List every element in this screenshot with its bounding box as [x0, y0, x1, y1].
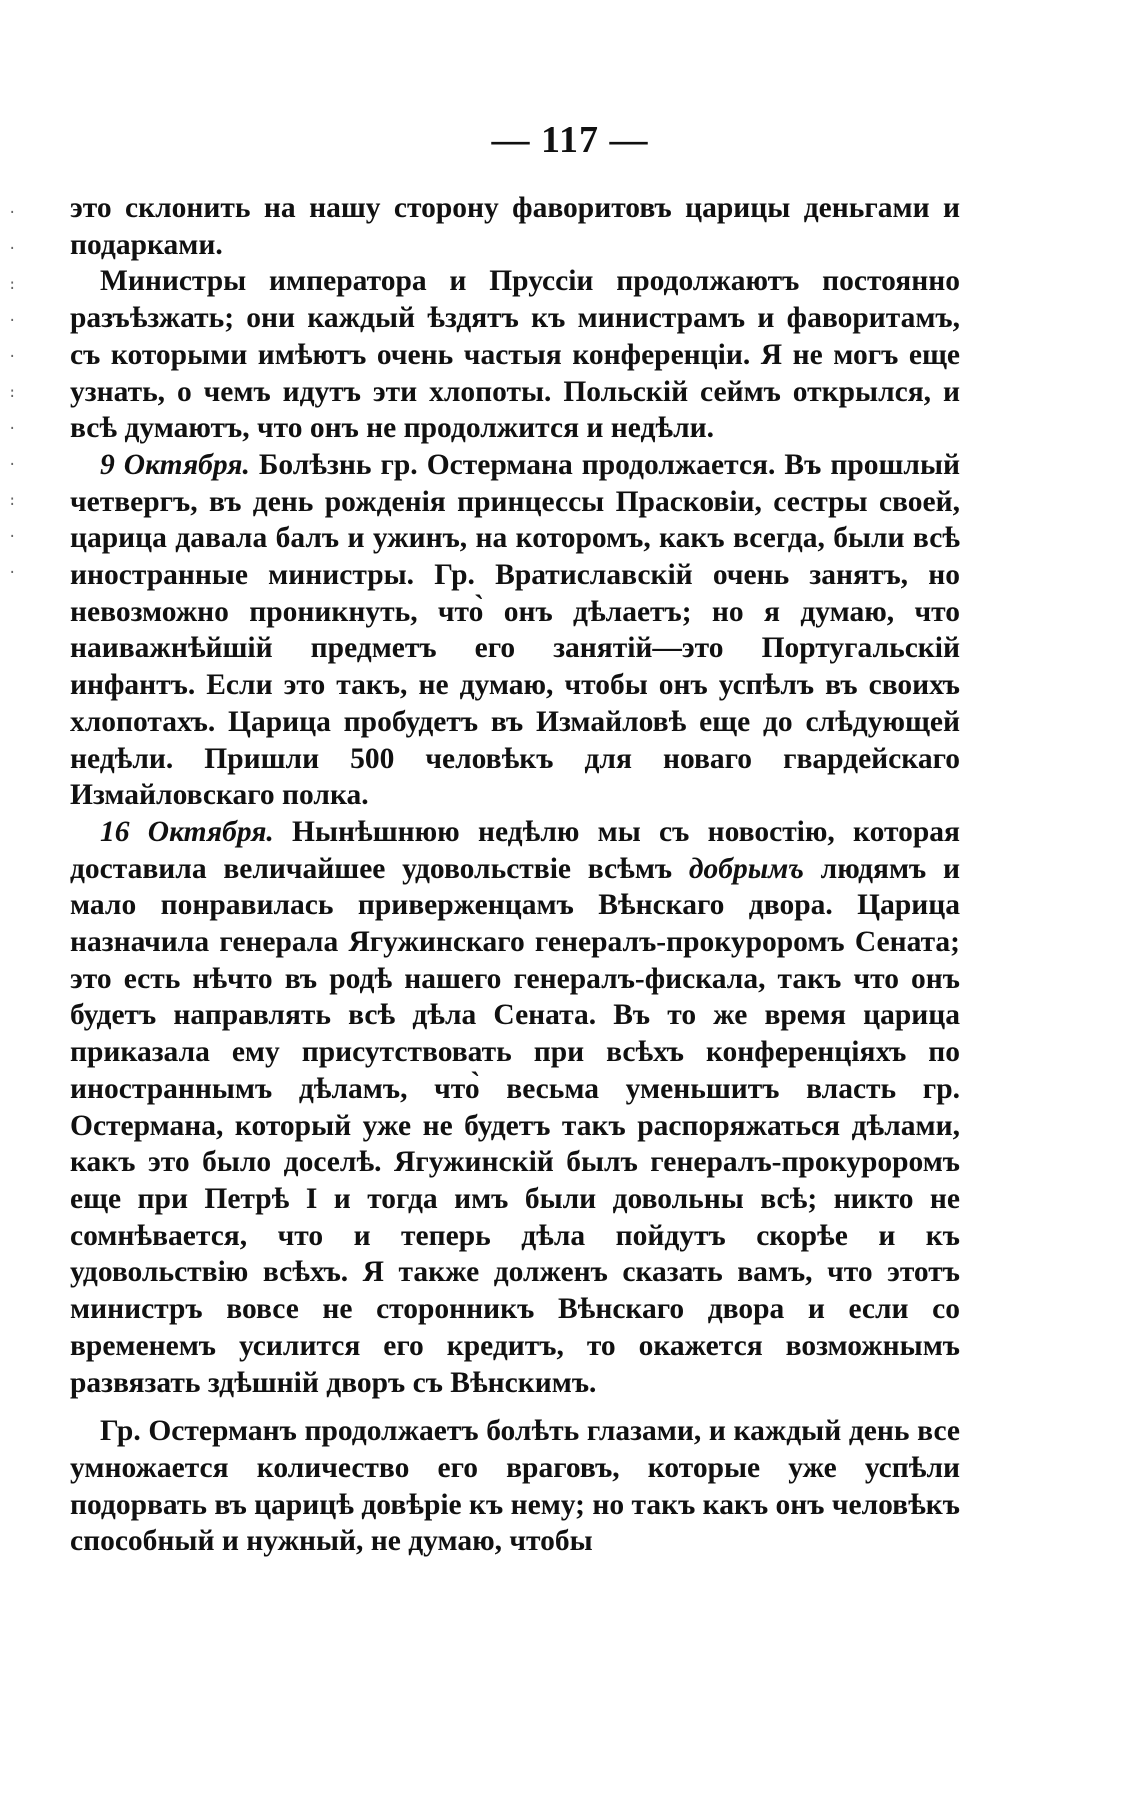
- paragraph-october-9: [70, 447, 960, 814]
- paragraph-osterman: [70, 1413, 960, 1560]
- text-run: людямъ и мало понравилась приверженцамъ Вѣнскаго двора. Царица назначила генерала Ягужинскаго генералъ-прокуроромъ Сената; это есть нѣчто въ родѣ нашего генералъ-фискала, такъ что онъ будетъ направлять всѣ дѣла Сената. Въ то же время царица приказала ему присутствовать при всѣхъ конференціяхъ по иностраннымъ дѣламъ, что̀ весьма уменьшитъ власть гр. Остермана, который уже не будетъ такъ распоряжаться дѣлами, какъ это было доселѣ. Ягужинскій былъ генералъ-прокуроромъ еще при Петрѣ I и тогда имъ были довольны всѣ; никто не сомнѣвается, что и теперь дѣла пойдутъ скорѣе и къ удовольствію всѣхъ. Я также долженъ сказать вамъ, что этотъ министръ вовсе не сторонникъ Вѣнскаго двора и если со временемъ усилится его кредитъ, то окажется возможнымъ развязать здѣшній дворъ съ Вѣнскимъ.: [70, 852, 960, 1399]
- text-run: Гр. Остерманъ продолжаетъ болѣть глазами, и каждый день все умножается количество его враговъ, которые уже успѣли подорвать въ царицѣ довѣріе къ нему; но такъ какъ онъ человѣкъ способный и нужный, не думаю, чтобы: [70, 1415, 960, 1558]
- text-run: это склонить на нашу сторону фаворитовъ царицы деньгами и подарками.: [70, 192, 960, 261]
- margin-specks: · · : · · : · · : · ·: [8, 205, 17, 581]
- italic-run: добрымъ: [688, 852, 804, 885]
- page-number: — 117 —: [491, 119, 649, 161]
- text-run: Нынѣшнюю недѣлю мы съ новостію, которая доставила величайшее удовольствіе всѣмъ: [70, 815, 960, 885]
- text-run: Министры императора и Пруссіи продолжаютъ постоянно разъѣзжать; они каждый ѣздятъ къ министрамъ и фаворитамъ, съ которыми имѣютъ очень частыя конференціи. Я не могъ еще узнать, о чемъ идутъ эти хлопоты. Польскій сеймъ открылся, и всѣ думаютъ, что онъ не продолжится и недѣли.: [70, 265, 960, 445]
- paragraph-ministers: [70, 263, 960, 447]
- italic-run: 16 Октября.: [100, 815, 274, 848]
- italic-run: 9 Октября.: [100, 448, 250, 481]
- paragraph-continuation: [70, 190, 960, 263]
- text-run: Болѣзнь гр. Остермана продолжается. Въ прошлый четвергъ, въ день рожденія принцессы Прасковіи, сестры своей, царица давала балъ и ужинъ, на которомъ, какъ всегда, были всѣ иностранные министры. Гр. Вратиславскій очень занятъ, но невозможно проникнуть, что̀ онъ дѣлаетъ; но я думаю, что наиважнѣйшій предметъ его занятій—это Португальскій инфантъ. Если это такъ, не думаю, чтобы онъ успѣлъ въ своихъ хлопотахъ. Царица пробудетъ въ Измайловѣ еще до слѣдующей недѣли. Пришли 500 человѣкъ для новаго гвардейскаго Измайловскаго полка.: [70, 448, 960, 812]
- body-text: [70, 190, 960, 1560]
- paragraph-october-16: [70, 814, 960, 1401]
